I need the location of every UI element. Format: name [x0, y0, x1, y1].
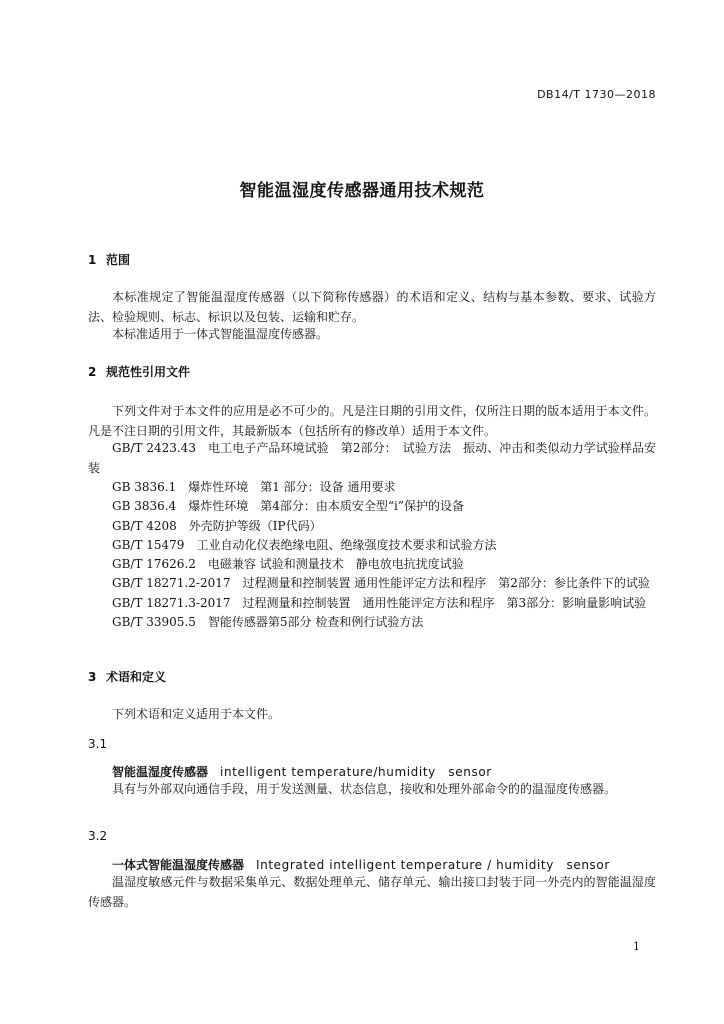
section-1-number: 1	[88, 253, 97, 267]
page-number: 1	[633, 940, 640, 953]
section-3-heading	[88, 668, 166, 685]
section-3-title: 术语和定义	[106, 670, 167, 684]
section-1-paragraph-applicability: 本标准适用于一体式智能温湿度传感器。	[112, 327, 329, 341]
term-3-2-number: 3.2	[88, 829, 108, 843]
reference-list	[88, 478, 656, 632]
term-3-2-line	[112, 856, 610, 873]
section-1-heading	[88, 251, 130, 268]
term-3-2-chinese: 一体式智能温湿度传感器	[112, 858, 245, 872]
section-2-number: 2	[88, 365, 97, 379]
term-3-1-chinese: 智能温湿度传感器	[112, 765, 209, 779]
term-3-1-english: intelligent temperature/humidity sensor	[220, 765, 492, 779]
reference-item: GB/T 18271.2-2017 过程测量和控制装置 通用性能评定方法和程序 第2部分：参比条件下的试验	[112, 576, 650, 591]
reference-item: GB 3836.4 爆炸性环境 第4部分：由本质安全型“i”保护的设备	[112, 499, 464, 514]
term-3-2-english: Integrated intelligent temperature / humidity sensor	[256, 858, 610, 872]
section-3-number: 3	[88, 670, 97, 684]
term-3-1-number: 3.1	[88, 737, 108, 751]
section-2-heading	[88, 363, 190, 380]
section-2-title: 规范性引用文件	[106, 365, 191, 379]
term-3-1-line	[112, 763, 492, 780]
section-1-title: 范围	[106, 253, 131, 267]
standard-code: DB14/T 1730—2018	[537, 88, 656, 101]
section-1-paragraph-scope: 本标准规定了智能温湿度传感器（以下简称传感器）的术语和定义、结构与基本参数、要求、试验方法、检验规则、标志、标识以及包装、运输和贮存。	[88, 290, 656, 324]
reference-item: GB/T 4208 外壳防护等级（IP代码）	[112, 518, 322, 533]
reference-first: GB/T 2423.43 电工电子产品环境试验 第2部分： 试验方法 振动、冲击和类似动力学试验样品安装	[88, 441, 656, 475]
reference-item: GB 3836.1 爆炸性环境 第1 部分：设备 通用要求	[112, 480, 396, 494]
reference-item: GB/T 33905.5 智能传感器第5部分 检查和例行试验方法	[112, 615, 424, 630]
section-3-intro: 下列术语和定义适用于本文件。	[112, 707, 281, 721]
term-3-2-definition: 温湿度敏感元件与数据采集单元、数据处理单元、储存单元、输出接口封装于同一外壳内的智能温湿度传感器。	[88, 875, 656, 909]
reference-item: GB/T 18271.3-2017 过程测量和控制装置 通用性能评定方法和程序 第3部分：影响量影响试验	[112, 595, 647, 610]
term-3-1-definition: 具有与外部双向通信手段，用于发送测量、状态信息，接收和处理外部命令的的温湿度传感器。	[112, 782, 617, 796]
section-2-intro: 下列文件对于本文件的应用是必不可少的。凡是注日期的引用文件，仅所注日期的版本适用于本文件。凡是不注日期的引用文件，其最新版本（包括所有的修改单）适用于本文件。	[88, 404, 656, 438]
reference-item: GB/T 15479 工业自动化仪表绝缘电阻、绝缘强度技术要求和试验方法	[112, 537, 497, 552]
reference-item: GB/T 17626.2 电磁兼容 试验和测量技术 静电放电抗扰度试验	[112, 557, 464, 572]
document-title: 智能温湿度传感器通用技术规范	[239, 181, 485, 201]
